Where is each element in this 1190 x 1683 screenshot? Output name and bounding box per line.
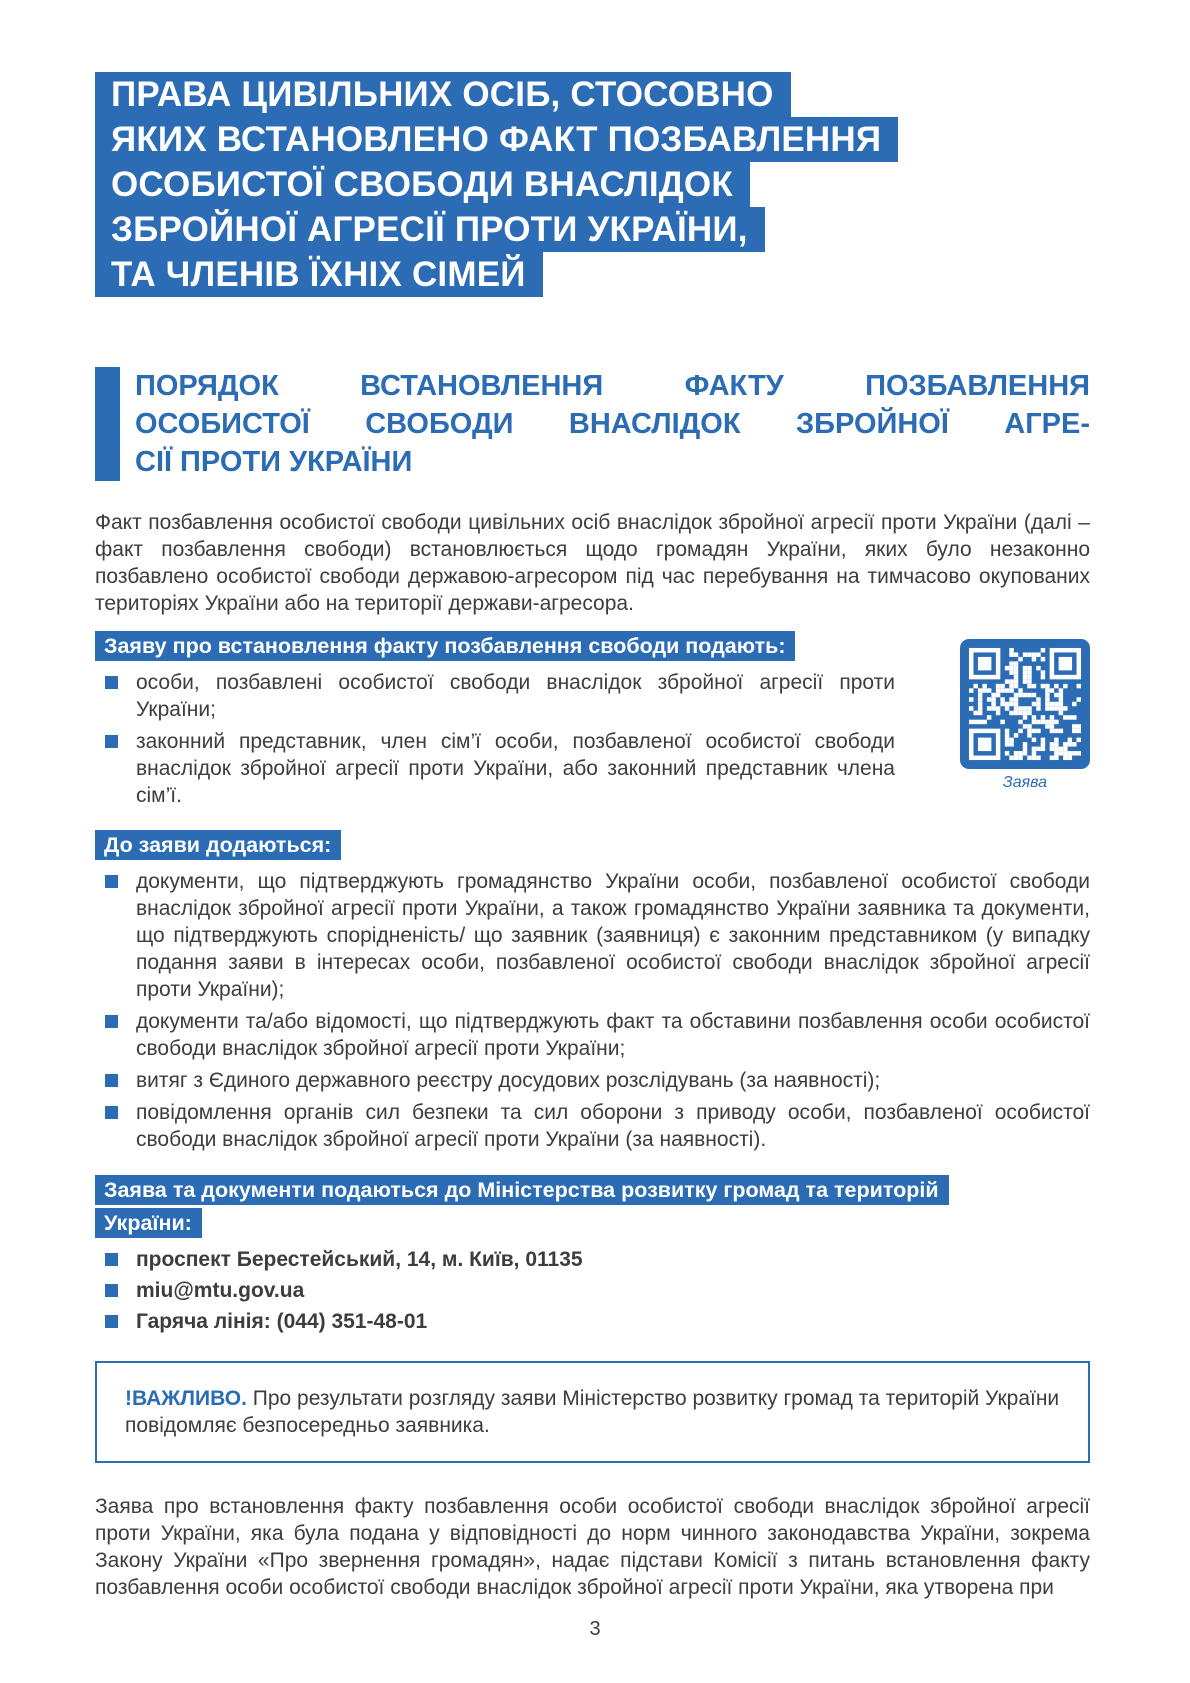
list-item-text: повідомлення органів сил безпеки та сил оборони з приводу особи, позбавленої особистої свободи внаслідок збройної агресії проти України (за наявності). (136, 1101, 1090, 1151)
page-title-line: ЯКИХ ВСТАНОВЛЕНО ФАКТ ПОЗБАВЛЕННЯ (95, 117, 898, 162)
bullet-square-icon (105, 1315, 118, 1328)
list-item-text: документи, що підтверджують громадянство України особи, позбавленої особистої свободи внаслідок збройної агресії проти України, а також громадянство України заявника та документи, що підтверджують спорідненість/ що заявник (заявниця) є законним представником (у випадку подання заяви в інтересах особи, позбавленої особистої свободи внаслідок збройної агресії проти України); (136, 870, 1090, 1001)
attachments-bullet-list (95, 868, 1090, 1153)
list-item (95, 1099, 1090, 1153)
submission-section-heading (95, 1175, 1090, 1238)
page-title-line: ТА ЧЛЕНІВ ЇХНІХ СІМЕЙ (95, 252, 543, 297)
page-number: 3 (589, 1618, 601, 1640)
bullet-square-icon (105, 676, 118, 689)
bullet-square-icon (105, 1074, 118, 1087)
procedure-heading-line: ОСОБИСТОЇ СВОБОДИ ВНАСЛІДОК ЗБРОЙНОЇ АГРЕ- (135, 408, 1090, 440)
closing-paragraph: Заява про встановлення факту позбавлення особи особистої свободи внаслідок збройної агресії проти України, яка була подана у відповідності до норм чинного законодавства України, зокрема Закону України «Про звернення громадян», надає підстави Комісії з питань встановлення факту позбавлення особи особистої свободи внаслідок збройної агресії проти України, яка утворена при (95, 1495, 1090, 1599)
bullet-square-icon (105, 1284, 118, 1297)
list-item-text: документи та/або відомості, що підтверджують факт та обставини позбавлення особи особистої свободи внаслідок збройної агресії проти України; (136, 1010, 1090, 1060)
list-item-email (95, 1277, 1090, 1304)
apply-section-heading: Заяву про встановлення факту позбавлення свободи подають: (95, 631, 795, 661)
apply-section-text (95, 631, 895, 814)
contact-list (95, 1246, 1090, 1335)
list-item-text: законний представник, член сім’ї особи, позбавленої особистої свободи внаслідок збройної агресії проти України, або законний представник члена сім’ї. (136, 730, 895, 807)
important-label: !ВАЖЛИВО. (125, 1387, 247, 1410)
attachments-section (95, 830, 1090, 1153)
bullet-square-icon (105, 1015, 118, 1028)
list-item (95, 728, 895, 809)
bullet-square-icon (105, 735, 118, 748)
intro-paragraph: Факт позбавлення особистої свободи цивільних осіб внаслідок збройної агресії проти України (далі – факт позбавлення свободи) встановлюється щодо громадян України, яких було незаконно позбавлено особистої свободи державою-агресором під час перебування на тимчасово окупованих територіях України або на території держави-агресора. (95, 511, 1090, 615)
page-title-line: ОСОБИСТОЇ СВОБОДИ ВНАСЛІДОК (95, 162, 750, 207)
procedure-heading-text (135, 367, 1090, 481)
email-text: miu@mtu.gov.ua (136, 1279, 305, 1302)
qr-block (960, 639, 1090, 792)
procedure-section-heading (95, 367, 1090, 481)
list-item (95, 868, 1090, 1003)
submission-heading-line: Заява та документи подаються до Міністерства розвитку громад та територій (95, 1175, 949, 1205)
apply-bullet-list (95, 669, 895, 809)
important-note-box (95, 1361, 1090, 1463)
page-title-line: ПРАВА ЦИВІЛЬНИХ ОСІБ, СТОСОВНО (95, 72, 791, 117)
apply-section (95, 631, 1090, 814)
list-item (95, 1008, 1090, 1062)
submission-heading-line: України: (95, 1208, 202, 1238)
procedure-heading-line: ПОРЯДОК ВСТАНОВЛЕННЯ ФАКТУ ПОЗБАВЛЕННЯ (135, 370, 1090, 402)
attachments-section-heading: До заяви додаються: (95, 830, 341, 860)
page-title-line: ЗБРОЙНОЇ АГРЕСІЇ ПРОТИ УКРАЇНИ, (95, 207, 765, 252)
list-item-hotline (95, 1308, 1090, 1335)
bullet-square-icon (105, 875, 118, 888)
submission-section (95, 1175, 1090, 1335)
page-content (95, 72, 1090, 1601)
address-text: проспект Берестейський, 14, м. Київ, 01135 (136, 1248, 583, 1271)
page-title (95, 72, 1090, 297)
list-item (95, 669, 895, 723)
qr-caption: Заява (1002, 774, 1048, 791)
procedure-heading-line: СІЇ ПРОТИ УКРАЇНИ (135, 446, 413, 478)
bullet-square-icon (105, 1253, 118, 1266)
hotline-text: Гаряча лінія: (044) 351-48-01 (136, 1310, 428, 1333)
important-text: Про результати розгляду заяви Міністерство розвитку громад та територій України повідомляє безпосередньо заявника. (125, 1387, 1060, 1437)
heading-accent-bar (95, 367, 120, 481)
qr-code (960, 639, 1090, 769)
list-item (95, 1067, 1090, 1094)
list-item-text: витяг з Єдиного державного реєстру досудових розслідувань (за наявності); (136, 1069, 881, 1092)
list-item-address (95, 1246, 1090, 1273)
bullet-square-icon (105, 1106, 118, 1119)
list-item-text: особи, позбавлені особистої свободи внаслідок збройної агресії проти України; (136, 671, 895, 721)
qr-column (895, 631, 1090, 814)
